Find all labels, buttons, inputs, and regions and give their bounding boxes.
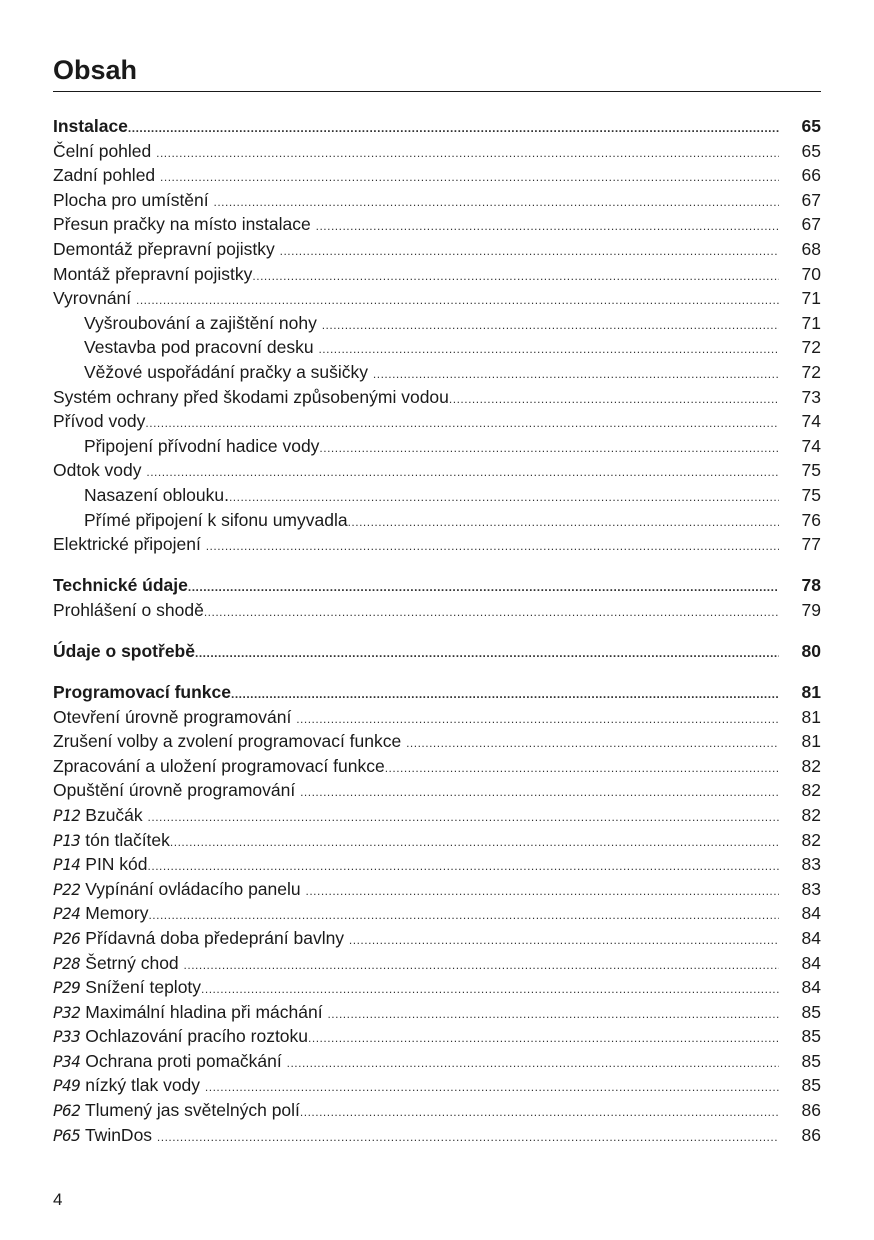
toc-page-number: 85 [801, 1001, 821, 1022]
toc-entry-title [53, 803, 148, 829]
toc-entry-title [53, 458, 146, 483]
toc-page-number: 85 [801, 1075, 821, 1096]
toc-page-number: 79 [801, 599, 821, 620]
toc-entry[interactable] [53, 237, 821, 262]
dot-leader [148, 805, 779, 830]
toc-entry[interactable] [53, 483, 821, 508]
toc-entry-label: Údaje o spotřebě [53, 640, 195, 661]
toc-entry-label: Maximální hladina při máchání [80, 1001, 328, 1022]
dot-leader [231, 682, 779, 707]
dot-leader [280, 239, 779, 264]
toc-entry-label: Ochrana proti pomačkání [80, 1050, 287, 1071]
toc-entry-title [53, 877, 305, 903]
dot-leader [229, 485, 779, 510]
toc-entry-title [53, 828, 170, 854]
toc-entry-title [53, 508, 348, 533]
toc-entry-title [53, 286, 136, 311]
toc-section-heading[interactable] [53, 114, 821, 139]
toc-page-number: 67 [801, 189, 821, 210]
toc-entry-label: Otevření úrovně programování [53, 706, 297, 727]
toc-page-number: 85 [801, 1050, 821, 1071]
toc-entry[interactable] [53, 458, 821, 483]
dot-leader [145, 411, 779, 436]
toc-entry[interactable] [53, 598, 821, 623]
toc-entry[interactable] [53, 1024, 821, 1049]
toc-entry-title [53, 360, 373, 385]
toc-page-number: 67 [801, 214, 821, 235]
toc-page-number: 83 [801, 854, 821, 875]
program-code: P24 [53, 904, 81, 924]
toc-entry[interactable] [53, 828, 821, 853]
toc-entry-title [53, 163, 160, 188]
toc-entry-label: Přídavná doba předeprání bavlny [80, 927, 349, 948]
toc-entry[interactable] [53, 163, 821, 188]
dot-leader [385, 756, 779, 781]
toc-page-number: 74 [801, 411, 821, 432]
dot-leader [170, 830, 779, 855]
toc-page-number: 86 [801, 1100, 821, 1121]
toc-entry[interactable] [53, 951, 821, 976]
dot-leader [300, 1100, 779, 1125]
toc-page-number: 70 [801, 263, 821, 284]
dot-leader [305, 879, 779, 904]
toc-entry-label: Přímé připojení k sifonu umyvadla [84, 509, 348, 530]
dot-leader [128, 116, 779, 141]
toc-entry-label: Programovací funkce [53, 681, 231, 702]
dot-leader [148, 903, 779, 928]
toc-section-heading[interactable] [53, 573, 821, 598]
toc-entry[interactable] [53, 729, 821, 754]
dot-leader [157, 1125, 779, 1150]
toc-page-number: 84 [801, 952, 821, 973]
toc-entry-label: nízký tlak vody [80, 1075, 205, 1096]
toc-entry-label: Systém ochrany před škodami způsobenými vodou [53, 386, 449, 407]
program-code: P62 [53, 1101, 81, 1121]
toc-entry[interactable] [53, 409, 821, 434]
toc-entry-label: Ochlazování pracího roztoku [80, 1026, 309, 1047]
toc-group [53, 639, 821, 664]
toc-entry-title [53, 680, 231, 705]
toc-entry-label: Demontáž přepravní pojistky [53, 238, 280, 259]
toc-entry[interactable] [53, 212, 821, 237]
toc-entry-label: Technické údaje [53, 575, 188, 596]
program-code: P26 [53, 928, 81, 948]
toc-entry-label: Plocha pro umístění [53, 189, 214, 210]
toc-page-number: 75 [801, 484, 821, 505]
toc-entry-label: Memory [80, 903, 149, 924]
toc-entry-label: Čelní pohled [53, 140, 157, 161]
toc-entry-title [53, 409, 145, 434]
dot-leader [201, 977, 779, 1002]
toc-page-number: 85 [801, 1026, 821, 1047]
toc-entry-title [53, 729, 406, 754]
toc-entry-title [53, 139, 156, 164]
toc-entry[interactable] [53, 1098, 821, 1123]
toc-entry-label: Věžové uspořádání pračky a sušičky [84, 361, 373, 382]
toc-entry-label: Tlumený jas světelných polí [80, 1100, 300, 1121]
toc-page-number: 71 [801, 288, 821, 309]
toc-entry-title [53, 901, 148, 927]
dot-leader [156, 141, 779, 166]
toc-entry-label: Elektrické připojení [53, 534, 206, 555]
dot-leader [195, 641, 779, 666]
toc-entry[interactable] [53, 778, 821, 803]
toc-entry-title [53, 926, 349, 952]
toc-entry-label: Vyšroubování a zajištění nohy [84, 312, 322, 333]
program-code: P13 [53, 830, 81, 850]
toc-page-number: 83 [801, 878, 821, 899]
page-number: 4 [53, 1190, 63, 1209]
dot-leader [205, 1075, 779, 1100]
dot-leader [252, 264, 779, 289]
toc-entry-title [53, 852, 148, 878]
toc-entry-label: Šetrný chod [80, 952, 184, 973]
dot-leader [146, 460, 779, 485]
dot-leader [449, 387, 779, 412]
toc-entry-label: Montáž přepravní pojistky [53, 263, 253, 284]
dot-leader [318, 337, 779, 362]
toc-entry[interactable] [53, 508, 821, 533]
toc-entry[interactable] [53, 311, 821, 336]
toc-entry-title [53, 1024, 308, 1050]
toc-page-number: 84 [801, 903, 821, 924]
toc-page-number: 78 [801, 575, 821, 596]
dot-leader [287, 1051, 779, 1076]
toc-entry[interactable] [53, 705, 821, 730]
toc-entry[interactable] [53, 262, 821, 287]
toc-entry-title [53, 951, 184, 977]
toc-entry-label: Zrušení volby a zvolení programovací funkce [53, 731, 407, 752]
program-code: P49 [53, 1076, 81, 1096]
toc-entry-title [53, 311, 322, 336]
toc-page-number: 71 [801, 312, 821, 333]
dot-leader [148, 854, 779, 879]
toc-entry-label: Snížení teploty [80, 977, 202, 998]
dot-leader [296, 707, 779, 732]
toc-page-number: 81 [801, 706, 821, 727]
program-code: P65 [53, 1125, 81, 1145]
dot-leader [184, 953, 779, 978]
dot-leader [406, 731, 779, 756]
toc-entry-label: Odtok vody [53, 460, 147, 481]
toc-entry-label: TwinDos [80, 1124, 157, 1145]
toc-entry[interactable] [53, 139, 821, 164]
dot-leader [308, 1026, 779, 1051]
toc-entry[interactable] [53, 1073, 821, 1098]
toc-entry-title [53, 778, 300, 803]
toc-entry[interactable] [53, 901, 821, 926]
toc-page-number: 82 [801, 829, 821, 850]
program-code: P28 [53, 953, 81, 973]
toc-entry-title [53, 639, 195, 664]
dot-leader [188, 575, 779, 600]
toc-entry-label: Vyrovnání [53, 288, 137, 309]
toc-page-number: 84 [801, 977, 821, 998]
toc-entry[interactable] [53, 1049, 821, 1074]
toc-page-number: 84 [801, 927, 821, 948]
toc-page-number: 74 [801, 435, 821, 456]
toc-page-number: 82 [801, 780, 821, 801]
toc-group [53, 114, 821, 557]
toc-entry-title [53, 1123, 157, 1149]
page-title: Obsah [53, 52, 821, 92]
toc-entry[interactable] [53, 1123, 821, 1148]
toc-entry-label: Nasazení oblouku. [84, 484, 229, 505]
toc-page-number: 72 [801, 337, 821, 358]
toc-entry-title [53, 1000, 327, 1026]
toc-entry-title [53, 573, 188, 598]
program-code: P12 [53, 805, 81, 825]
toc-entry[interactable] [53, 360, 821, 385]
dot-leader [319, 436, 779, 461]
dot-leader [206, 534, 779, 559]
toc-entry[interactable] [53, 188, 821, 213]
dot-leader [214, 190, 780, 215]
toc-entry-title [53, 705, 296, 730]
toc-entry[interactable] [53, 385, 821, 410]
program-code: P33 [53, 1027, 81, 1047]
dot-leader [348, 510, 779, 535]
toc-page-number: 75 [801, 460, 821, 481]
toc-page-number: 86 [801, 1124, 821, 1145]
toc-entry-title [53, 532, 206, 557]
toc-entry-title [53, 1049, 287, 1075]
dot-leader [327, 1002, 779, 1027]
dot-leader [136, 288, 779, 313]
toc-entry-label: Zadní pohled [53, 165, 161, 186]
toc-page-number: 76 [801, 509, 821, 530]
toc-entry-title [53, 483, 229, 508]
toc-entry[interactable] [53, 1000, 821, 1025]
toc-section-heading[interactable] [53, 639, 821, 664]
toc-entry-title [53, 434, 319, 459]
toc-entry-title [53, 237, 280, 262]
toc-page-number: 82 [801, 755, 821, 776]
toc-entry-title [53, 754, 385, 779]
toc-entry[interactable] [53, 532, 821, 557]
program-code: P34 [53, 1051, 81, 1071]
dot-leader [300, 780, 779, 805]
toc-entry-label: Vypínání ovládacího panelu [80, 878, 306, 899]
dot-leader [160, 165, 779, 190]
toc-entry[interactable] [53, 975, 821, 1000]
toc-page-number: 73 [801, 386, 821, 407]
toc-entry[interactable] [53, 754, 821, 779]
toc-entry[interactable] [53, 926, 821, 951]
toc-entry[interactable] [53, 852, 821, 877]
toc-page-number: 82 [801, 804, 821, 825]
toc-entry[interactable] [53, 803, 821, 828]
dot-leader [204, 600, 779, 625]
toc-entry-title [53, 1073, 205, 1099]
toc-entry-label: tón tlačítek [80, 829, 170, 850]
toc-entry-title [53, 1098, 300, 1124]
toc-group [53, 680, 821, 1147]
toc-entry-label: Připojení přívodní hadice vody [84, 435, 320, 456]
toc-entry-title [53, 335, 318, 360]
toc-page-number: 68 [801, 238, 821, 259]
toc-entry-title [53, 114, 128, 139]
dot-leader [316, 214, 779, 239]
toc-page-number: 77 [801, 534, 821, 555]
toc-entry-title [53, 975, 201, 1001]
toc-entry-label: Opuštění úrovně programování [53, 780, 301, 801]
toc-entry[interactable] [53, 286, 821, 311]
program-code: P32 [53, 1002, 81, 1022]
toc-entry-label: PIN kód [80, 854, 148, 875]
toc-entry-label: Prohlášení o shodě [53, 599, 204, 620]
dot-leader [373, 362, 779, 387]
toc-page-number: 81 [801, 731, 821, 752]
toc-entry-label: Bzučák [80, 804, 148, 825]
toc-entry-label: Vestavba pod pracovní desku [84, 337, 319, 358]
toc-entry[interactable] [53, 335, 821, 360]
toc-page-number: 72 [801, 361, 821, 382]
toc-entry[interactable] [53, 877, 821, 902]
program-code: P14 [53, 855, 81, 875]
toc-entry-title [53, 262, 252, 287]
toc-page-number: 65 [801, 116, 821, 136]
toc-page-number: 80 [801, 640, 821, 661]
toc-group [53, 573, 821, 622]
toc-entry-title [53, 598, 204, 623]
toc-page-number: 81 [801, 681, 821, 702]
toc-entry-label: Instalace [53, 116, 128, 136]
toc-page-number: 65 [801, 140, 821, 161]
toc-section-heading[interactable] [53, 680, 821, 705]
dot-leader [349, 928, 779, 953]
table-of-contents [53, 114, 821, 1147]
toc-entry[interactable] [53, 434, 821, 459]
program-code: P22 [53, 879, 81, 899]
program-code: P29 [53, 978, 81, 998]
toc-entry-label: Přesun pračky na místo instalace [53, 214, 316, 235]
toc-entry-label: Zpracování a uložení programovací funkce [53, 755, 385, 776]
dot-leader [322, 313, 779, 338]
toc-entry-label: Přívod vody [53, 411, 146, 432]
toc-entry-title [53, 188, 214, 213]
toc-page-number: 66 [801, 165, 821, 186]
toc-entry-title [53, 212, 316, 237]
toc-entry-title [53, 385, 449, 410]
toc-page [53, 52, 821, 1164]
